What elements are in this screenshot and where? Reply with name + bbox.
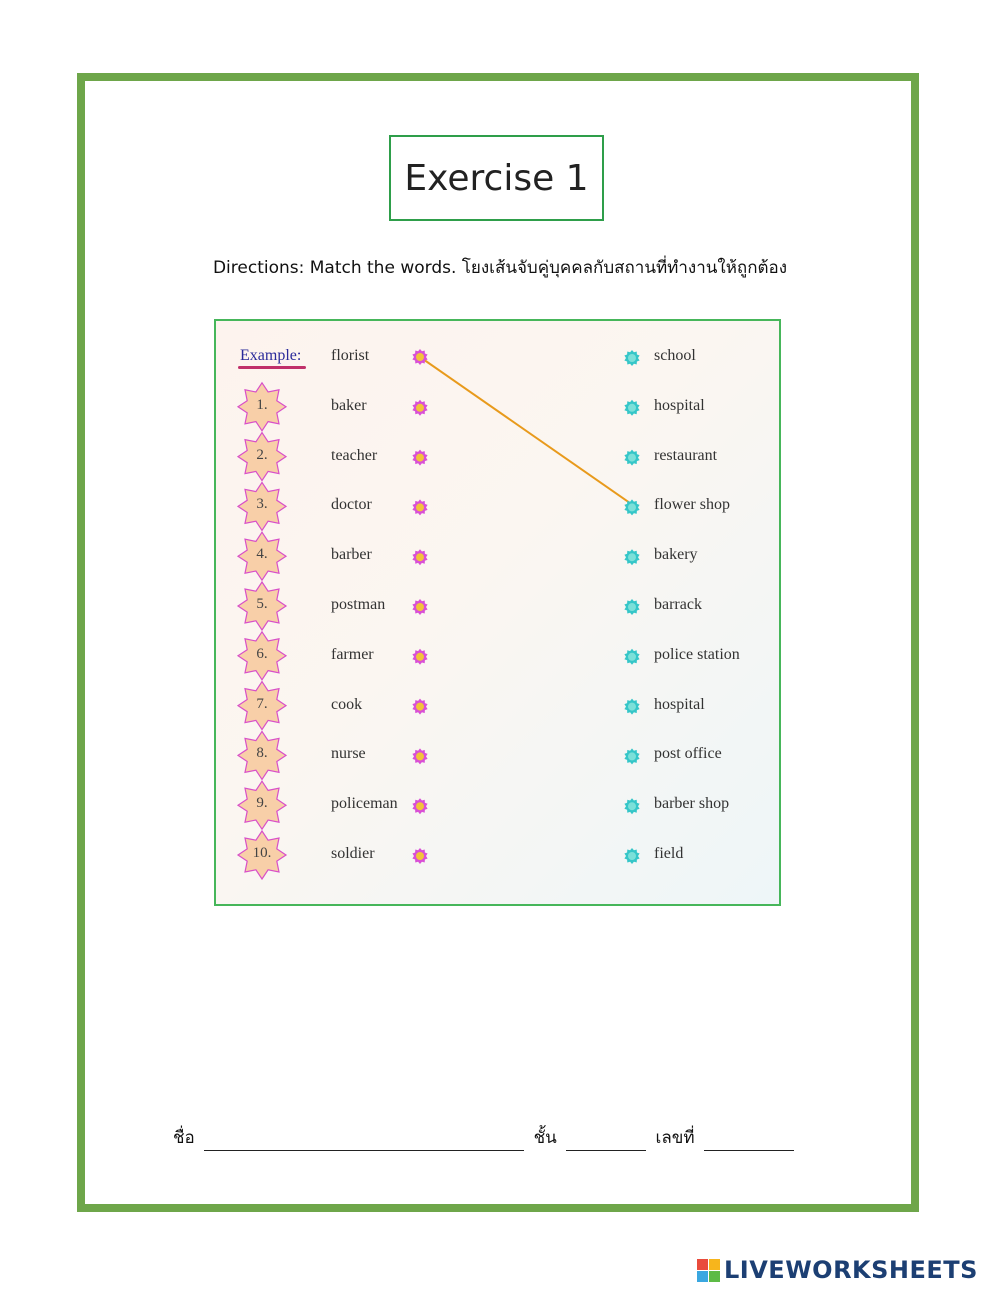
exercise-title: Exercise 1 <box>389 135 604 221</box>
left-dot[interactable] <box>412 748 427 764</box>
place-word: hospital <box>654 695 705 713</box>
place-word: hospital <box>654 396 705 414</box>
place-word: police station <box>654 645 740 663</box>
item-number: 10. <box>252 845 272 861</box>
right-dot[interactable] <box>624 549 639 565</box>
occupation-word: cook <box>331 695 363 713</box>
number-field[interactable] <box>704 1132 794 1151</box>
item-number: 1. <box>256 396 268 413</box>
item-number: 9. <box>256 795 268 812</box>
place-word: restaurant <box>654 446 718 464</box>
place-word: field <box>654 845 684 862</box>
left-dot[interactable] <box>412 599 427 615</box>
occupation-word: policeman <box>331 795 398 813</box>
name-field[interactable] <box>204 1132 524 1151</box>
right-dot[interactable] <box>624 450 639 466</box>
place-word: flower shop <box>654 496 730 514</box>
left-dot[interactable] <box>412 848 427 864</box>
occupation-word: doctor <box>331 496 372 514</box>
left-dot[interactable] <box>412 699 427 715</box>
matching-panel <box>214 319 781 906</box>
example-underline <box>238 366 306 369</box>
right-dot[interactable] <box>624 350 639 366</box>
left-dot[interactable] <box>412 549 427 565</box>
place-word: school <box>654 347 696 364</box>
name-label: ชื่อ <box>173 1128 195 1148</box>
occupation-word: soldier <box>331 845 375 862</box>
place-word: bakery <box>654 546 698 564</box>
place-word: barber shop <box>654 795 730 813</box>
right-dot[interactable] <box>624 599 639 615</box>
student-info-line <box>173 1124 833 1151</box>
left-dot[interactable] <box>412 649 427 665</box>
item-number: 7. <box>256 695 268 712</box>
right-dot[interactable] <box>624 649 639 665</box>
example-connector-line <box>420 357 632 504</box>
right-dot[interactable] <box>624 699 639 715</box>
occupation-word: nurse <box>331 745 366 763</box>
number-label: เลขที่ <box>655 1128 695 1148</box>
item-number: 2. <box>256 446 268 463</box>
left-dot[interactable] <box>412 798 427 814</box>
logo-icon <box>697 1259 720 1282</box>
item-number: 8. <box>256 745 268 762</box>
example-label: Example: <box>240 347 302 364</box>
occupation-word: farmer <box>331 645 374 663</box>
item-number: 3. <box>256 496 268 513</box>
item-number: 6. <box>256 645 268 662</box>
right-dot[interactable] <box>624 400 639 416</box>
right-dot[interactable] <box>624 798 639 814</box>
occupation-word: baker <box>331 396 367 414</box>
directions-text: Directions: Match the words. โยงเส้นจับคู่บุคคลกับสถานที่ทำงานให้ถูกต้อง <box>212 258 788 278</box>
occupation-word: barber <box>331 546 372 564</box>
logo-text: LIVEWORKSHEETS <box>724 1256 978 1284</box>
example-word: florist <box>331 347 370 364</box>
right-dot[interactable] <box>624 848 639 864</box>
item-number: 5. <box>256 596 268 612</box>
class-label: ชั้น <box>533 1128 557 1148</box>
occupation-word: teacher <box>331 446 378 464</box>
occupation-word: postman <box>331 596 386 613</box>
left-dot[interactable] <box>412 400 427 416</box>
left-dot[interactable] <box>412 450 427 466</box>
left-dot-example[interactable] <box>412 349 427 365</box>
place-word: barrack <box>654 596 702 613</box>
class-field[interactable] <box>566 1132 646 1151</box>
liveworksheets-logo <box>697 1256 978 1284</box>
item-number: 4. <box>256 546 268 563</box>
place-word: post office <box>654 745 722 763</box>
right-dot[interactable] <box>624 748 639 764</box>
left-dot[interactable] <box>412 499 427 515</box>
